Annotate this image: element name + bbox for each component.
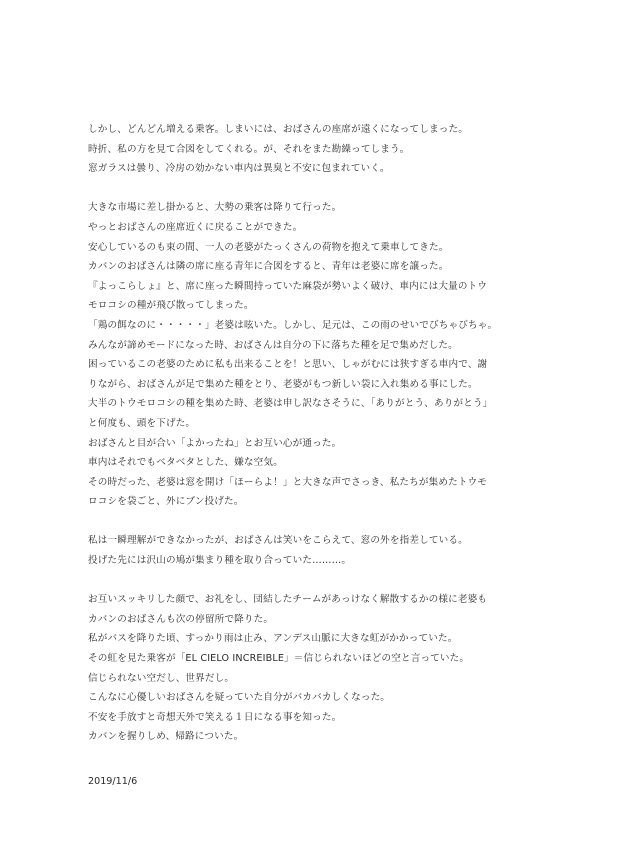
paragraph-2: [88, 198, 558, 512]
text-line: おばさんと目が合い「よかったね」とお互い心が通った。: [88, 437, 342, 449]
text-line: しかし、どんどん増える乗客。しまいには、おばさんの座席が遠くになってしまった。: [88, 124, 469, 135]
text-line: 『よっこらしょ』と、席に座った瞬間持っていた麻袋が勢いよく破け、車内には大量のトウ: [88, 280, 488, 292]
text-line: 大半のトウモロコシの種を集めた時、老婆は申し訳なさそうに、｢ありがとう、ありがとう｣: [88, 398, 488, 410]
text-line: お互いスッキリした顔で、お礼をし、団結したチームがあっけなく解散するかの様に老婆も: [88, 594, 488, 606]
text-line: その時だった、老婆は窓を開け「ほーらよ！」と大きな声でさっき、私たちが集めたトウモ: [88, 476, 488, 488]
text-line: 大きな市場に差し掛かると、大勢の乗客は降りて行った。: [88, 202, 342, 214]
text-line: 車内はそれでもベタベタとした、嫌な空気。: [88, 457, 283, 469]
text-line: その虹を見た乗客が「EL CIELO INCREIBLE」＝信じられないほどの空と言っていた。: [88, 653, 470, 665]
text-line: 私がバスを降りた頃、すっかり雨は止み、アンデス山脈に大きな虹がかかっていた。: [88, 633, 458, 645]
text-line: 私は一瞬理解ができなかったが、おばさんは笑いをこらえて、窓の外を指差している。: [88, 535, 468, 547]
text-line: モロコシの種が飛び散ってしまった。: [88, 300, 254, 312]
date-stamp: 2019/11/6: [88, 776, 138, 787]
text-line: 不安を手放すと奇想天外で笑える１日になる事を知った。: [88, 711, 342, 723]
text-line: みんなが諦めモードになった時、おばさんは自分の下に落ちた種を足で集めだした。: [88, 339, 458, 351]
text-line: カバンのおばさんは隣の席に座る青年に合図をすると、青年は老婆に席を譲った。: [88, 261, 449, 273]
text-line: 投げた先には沢山の鳩が集まり種を取り合っていた………。: [88, 555, 352, 567]
text-line: カバンのおばさんも次の停留所で降りた。: [88, 613, 274, 625]
paragraph-4: [88, 590, 558, 747]
text-line: りながら、おばさんが足で集めた種をとり、老婆がもつ新しい袋に入れ集める事にした。: [88, 378, 478, 390]
text-line: 信じられない空だし、世界だし。: [88, 672, 235, 684]
text-line: こんなに心優しいおばさんを疑っていた自分がバカバカしくなった。: [88, 692, 391, 704]
text-line: 困っているこの老婆のために私も出来ることを！と思い、しゃがむには狭すぎる車内で、謝: [88, 359, 488, 371]
text-line: ロコシを袋ごと、外にブン投げた。: [88, 496, 244, 508]
text-line: 安心しているのも束の間、一人の老婆がたっくさんの荷物を抱えて乗車してきた。: [88, 241, 449, 253]
text-line: やっとおばさんの座席近くに戻ることができた。: [88, 221, 303, 233]
text-line: 「鶏の餌なのに・・・・・」老婆は呟いた。しかし、足元は、この雨のせいでびちゃびちゃ。: [88, 319, 498, 331]
text-line: と何度も、頭を下げた。: [88, 417, 196, 429]
paragraph-3: [88, 531, 558, 570]
text-line: 窓ガラスは曇り、冷房の効かない車内は異臭と不安に包まれていく。: [88, 163, 390, 175]
text-line: 時折、私の方を見て合図をしてくれる。が、それをまた勘繰ってしまう。: [88, 143, 410, 155]
paragraph-1: [88, 120, 558, 179]
story-text: [88, 120, 558, 767]
text-line: カバンを握りしめ、帰路についた。: [88, 731, 244, 743]
